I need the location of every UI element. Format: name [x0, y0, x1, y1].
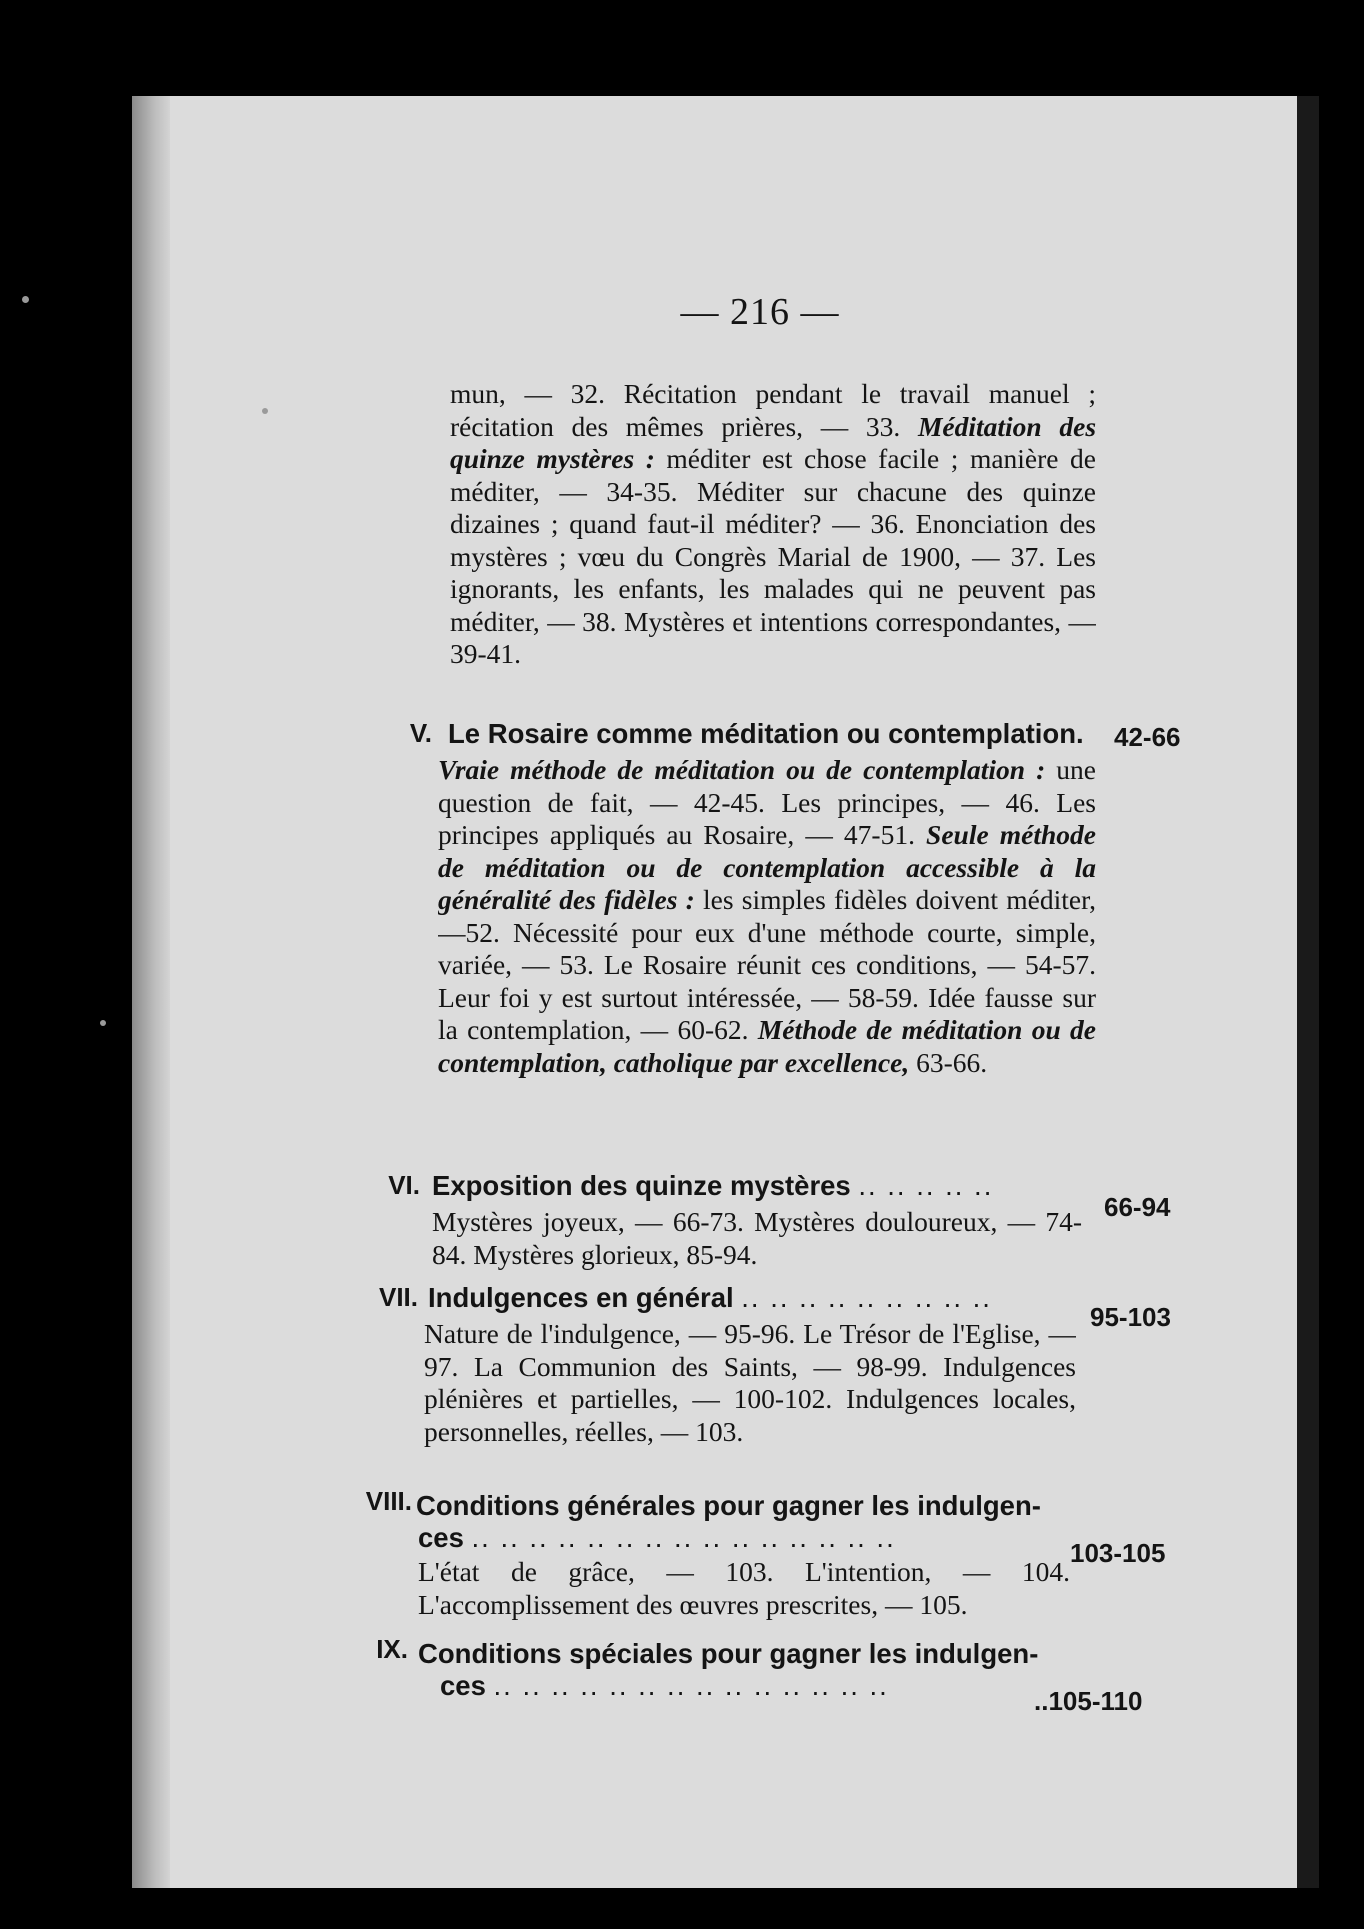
continuation-paragraph	[450, 378, 1096, 708]
entry-title	[428, 1282, 992, 1314]
entry-italic: Méthode de méditation ou de contemplation, catholique par excellence,	[438, 1014, 1096, 1078]
entry-numeral: V.	[409, 718, 432, 748]
leader-dots: .. .. .. .. ..	[858, 1170, 994, 1201]
entry-pages: 103-105	[1070, 1538, 1166, 1568]
entry-description	[432, 1206, 1082, 1278]
leader-dots: .. .. .. .. .. .. .. .. ..	[741, 1282, 992, 1313]
entry-description	[418, 1556, 1070, 1628]
entry-pages: 42-66	[1114, 722, 1181, 752]
page-gutter	[132, 96, 170, 1888]
entry-title-text: Exposition des quinze mystères	[432, 1170, 851, 1201]
leader-dots: .. .. .. .. .. .. .. .. .. .. .. .. .. .. ..	[471, 1522, 896, 1553]
entry-numeral: IX.	[376, 1634, 408, 1664]
entry-description	[438, 754, 1096, 1154]
continuation-italic: Méditation des quinze mystères :	[450, 410, 1096, 474]
entry-description	[424, 1318, 1076, 1484]
entry-text: les simples fidèles doivent méditer,—52. Nécessité pour eux d'une méthode courte, simple, variée, — 53. Le Rosaire réunit ces conditions, — 54-57. Leur foi y est surtout intéressée, — 58-59. Idée fausse sur la contemplation, — 60-62.	[438, 884, 1096, 1045]
entry-title-text: ces	[440, 1670, 486, 1701]
entry-italic: Seule méthode de méditation ou de contemplation accessible à la généralité des fidèles :	[438, 819, 1096, 915]
entry-title-continued	[440, 1670, 889, 1702]
entry-text: une question de fait, — 42-45. Les principes, — 46. Les principes appliqués au Rosaire, — 47-51.	[438, 754, 1096, 850]
entry-title	[432, 1170, 993, 1202]
page-number: — 216 —	[680, 291, 840, 333]
continuation-text2: méditer est chose facile ; manière de méditer, — 34-35. Méditer sur chacune des quinze dizaines ; quand faut-il méditer? — 36. Enonciation des mystères ; vœu du Congrès Marial de 1900, — 37. Les ignorants, les enfants, les malades qui ne peuvent pas méditer, — 38. Mystères et intentions correspondantes, — 39-41.	[450, 443, 1096, 669]
entry-italic: Vraie méthode de méditation ou de contemplation :	[438, 754, 1046, 785]
facing-page-edge	[1297, 96, 1319, 1888]
scan-speck	[100, 1020, 106, 1026]
scan-speck	[262, 408, 268, 414]
entry-text: L'état de grâce, — 103. L'intention, — 104. L'accomplissement des œuvres prescrites, — 105.	[418, 1556, 1070, 1620]
entry-text: Nature de l'indulgence, — 95-96. Le Trésor de l'Eglise, — 97. La Communion des Saints, — 98-99. Indulgences plénières et partielles, — 100-102. Indulgences locales, personnelles, réelles, — 103.	[424, 1318, 1076, 1447]
entry-title-continued	[418, 1522, 896, 1554]
entry-pages: 66-94	[1104, 1192, 1171, 1222]
entry-text: Mystères joyeux, — 66-73. Mystères douloureux, — 74-84. Mystères glorieux, 85-94.	[432, 1206, 1082, 1270]
entry-numeral: VI.	[388, 1170, 420, 1200]
leader-dots: .. .. .. .. .. .. .. .. .. .. .. .. .. ..	[493, 1670, 889, 1701]
entry-pages: 95-103	[1090, 1302, 1171, 1332]
entry-title: Le Rosaire comme méditation ou contemplation.	[448, 718, 1084, 749]
entry-title-text: Indulgences en général	[428, 1282, 734, 1313]
scan-speck	[22, 296, 29, 303]
continuation-text: mun, — 32. Récitation pendant le travail manuel ; récitation des mêmes prières, — 33.	[450, 378, 1096, 442]
entry-numeral: VII.	[378, 1282, 418, 1312]
entry-title: Conditions générales pour gagner les indulgen-	[416, 1490, 1041, 1521]
entry-text: 63-66.	[916, 1046, 988, 1078]
entry-title: Conditions spéciales pour gagner les indulgen-	[418, 1638, 1039, 1669]
entry-pages: ..105-110	[1034, 1686, 1143, 1716]
entry-title-text: ces	[418, 1522, 464, 1553]
entry-numeral: VIII.	[365, 1486, 412, 1516]
